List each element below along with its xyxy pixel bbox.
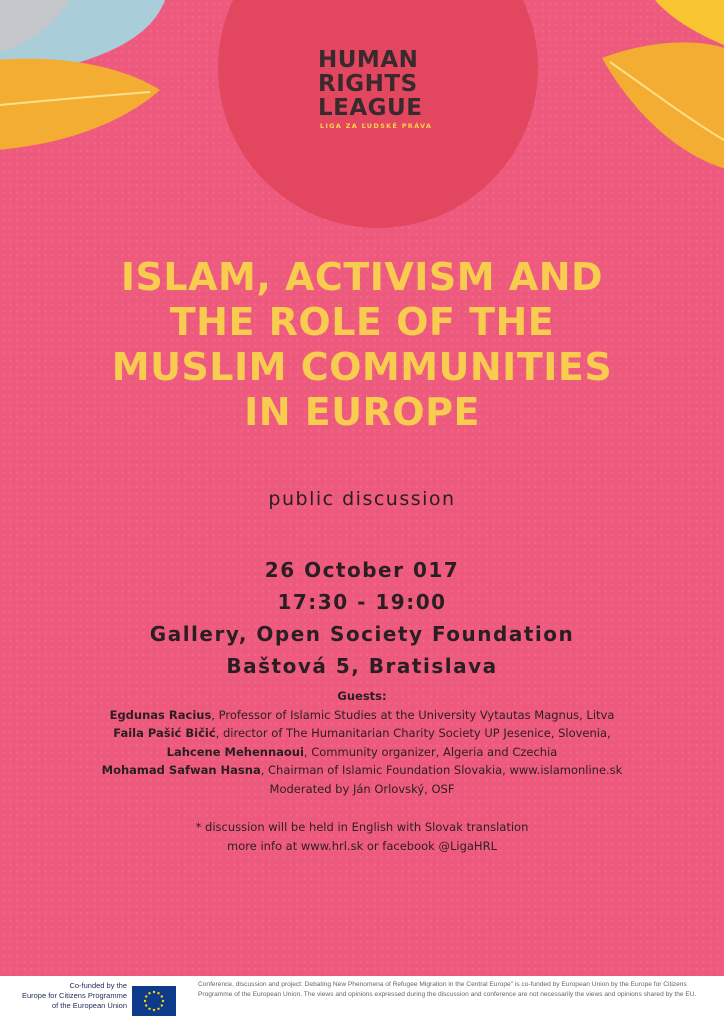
eu-star [157,992,159,994]
footer-bar [0,976,724,1024]
cofund-line-2: Europe for Citizens Programme [21,991,127,1000]
guest-name: Faila Pašić Bičić [113,726,216,740]
notes [0,818,724,856]
logo-human-rights-league [318,48,458,130]
cofund-text [0,981,127,1011]
eu-star [157,1008,159,1010]
eu-star [161,995,163,997]
subtitle: public discussion [268,488,456,510]
eu-star [145,1004,147,1006]
cofund-line-3: of the European Union [51,1001,127,1010]
leaf-yellow-right-top [655,0,724,45]
logo-line-2: RIGHTS [318,71,418,97]
decorative-shapes [0,0,724,260]
logo-tagline: LIGA ZA ĽUDSKÉ PRÁVA [320,122,433,130]
eu-star [145,995,147,997]
eu-star [148,1008,150,1010]
cofund-line-1: Co-funded by the [69,981,127,990]
guest-name: Mohamad Safwan Hasna [101,763,261,777]
eu-flag-icon [132,986,176,1016]
eu-star [148,992,150,994]
event-details [0,554,724,682]
headline-line-3: MUSLIM COMMUNITIES [111,345,613,389]
guest-name: Egdunas Racius [109,707,212,722]
headline-line-4: IN EUROPE [244,390,480,434]
note-translation: * discussion will be held in English with Slovak translation [195,820,529,834]
eu-star [144,1000,146,1002]
guest-description: , director of The Humanitarian Charity Society UP Jesenice, Slovenia, [215,726,611,740]
event-time: 17:30 - 19:00 [277,590,447,614]
event-venue: Gallery, Open Society Foundation [149,622,575,646]
eu-star [153,991,155,993]
leaf-yellow-left [0,59,160,150]
headline [40,255,684,435]
eu-star [162,1000,164,1002]
event-address: Baštová 5, Bratislava [226,654,498,678]
guest-description: , Chairman of Islamic Foundation Slovakia, www.islamonline.sk [260,763,623,777]
funding-disclaimer: Conference, discussion and project: Debating New Phenomena of Refugee Migration in the Central Europe" is co-funded by European Union by the Europe for Citizens Programme of the European Union. The views and opinions expressed during the discussion and conference are not necessarily the views and opinions shared by the EU. [198,981,697,998]
moderator: Moderated by Ján Orlovský, OSF [269,781,455,796]
logo-line-1: HUMAN [318,47,419,73]
guest-row [20,761,704,780]
guest-description: , Community organizer, Algeria and Czechia [303,744,558,759]
eu-star [161,1004,163,1006]
leaf-yellow-right [602,42,724,170]
event-date: 26 October 017 [264,558,460,582]
guest-row [20,743,704,762]
headline-line-2: THE ROLE OF THE [169,300,555,344]
guest-row [20,724,704,743]
guest-description: , Professor of Islamic Studies at the University Vytautas Magnus, Litva [211,707,615,722]
guests-section [20,687,704,798]
eu-star [153,1009,155,1011]
guest-row [20,706,704,725]
guests-heading: Guests: [337,689,387,703]
note-more-info: more info at www.hrl.sk or facebook @LigaHRL [227,839,497,853]
guest-name: Lahcene Mehennaoui [166,744,304,759]
logo-line-3: LEAGUE [318,95,423,121]
headline-line-1: ISLAM, ACTIVISM AND [120,255,604,299]
